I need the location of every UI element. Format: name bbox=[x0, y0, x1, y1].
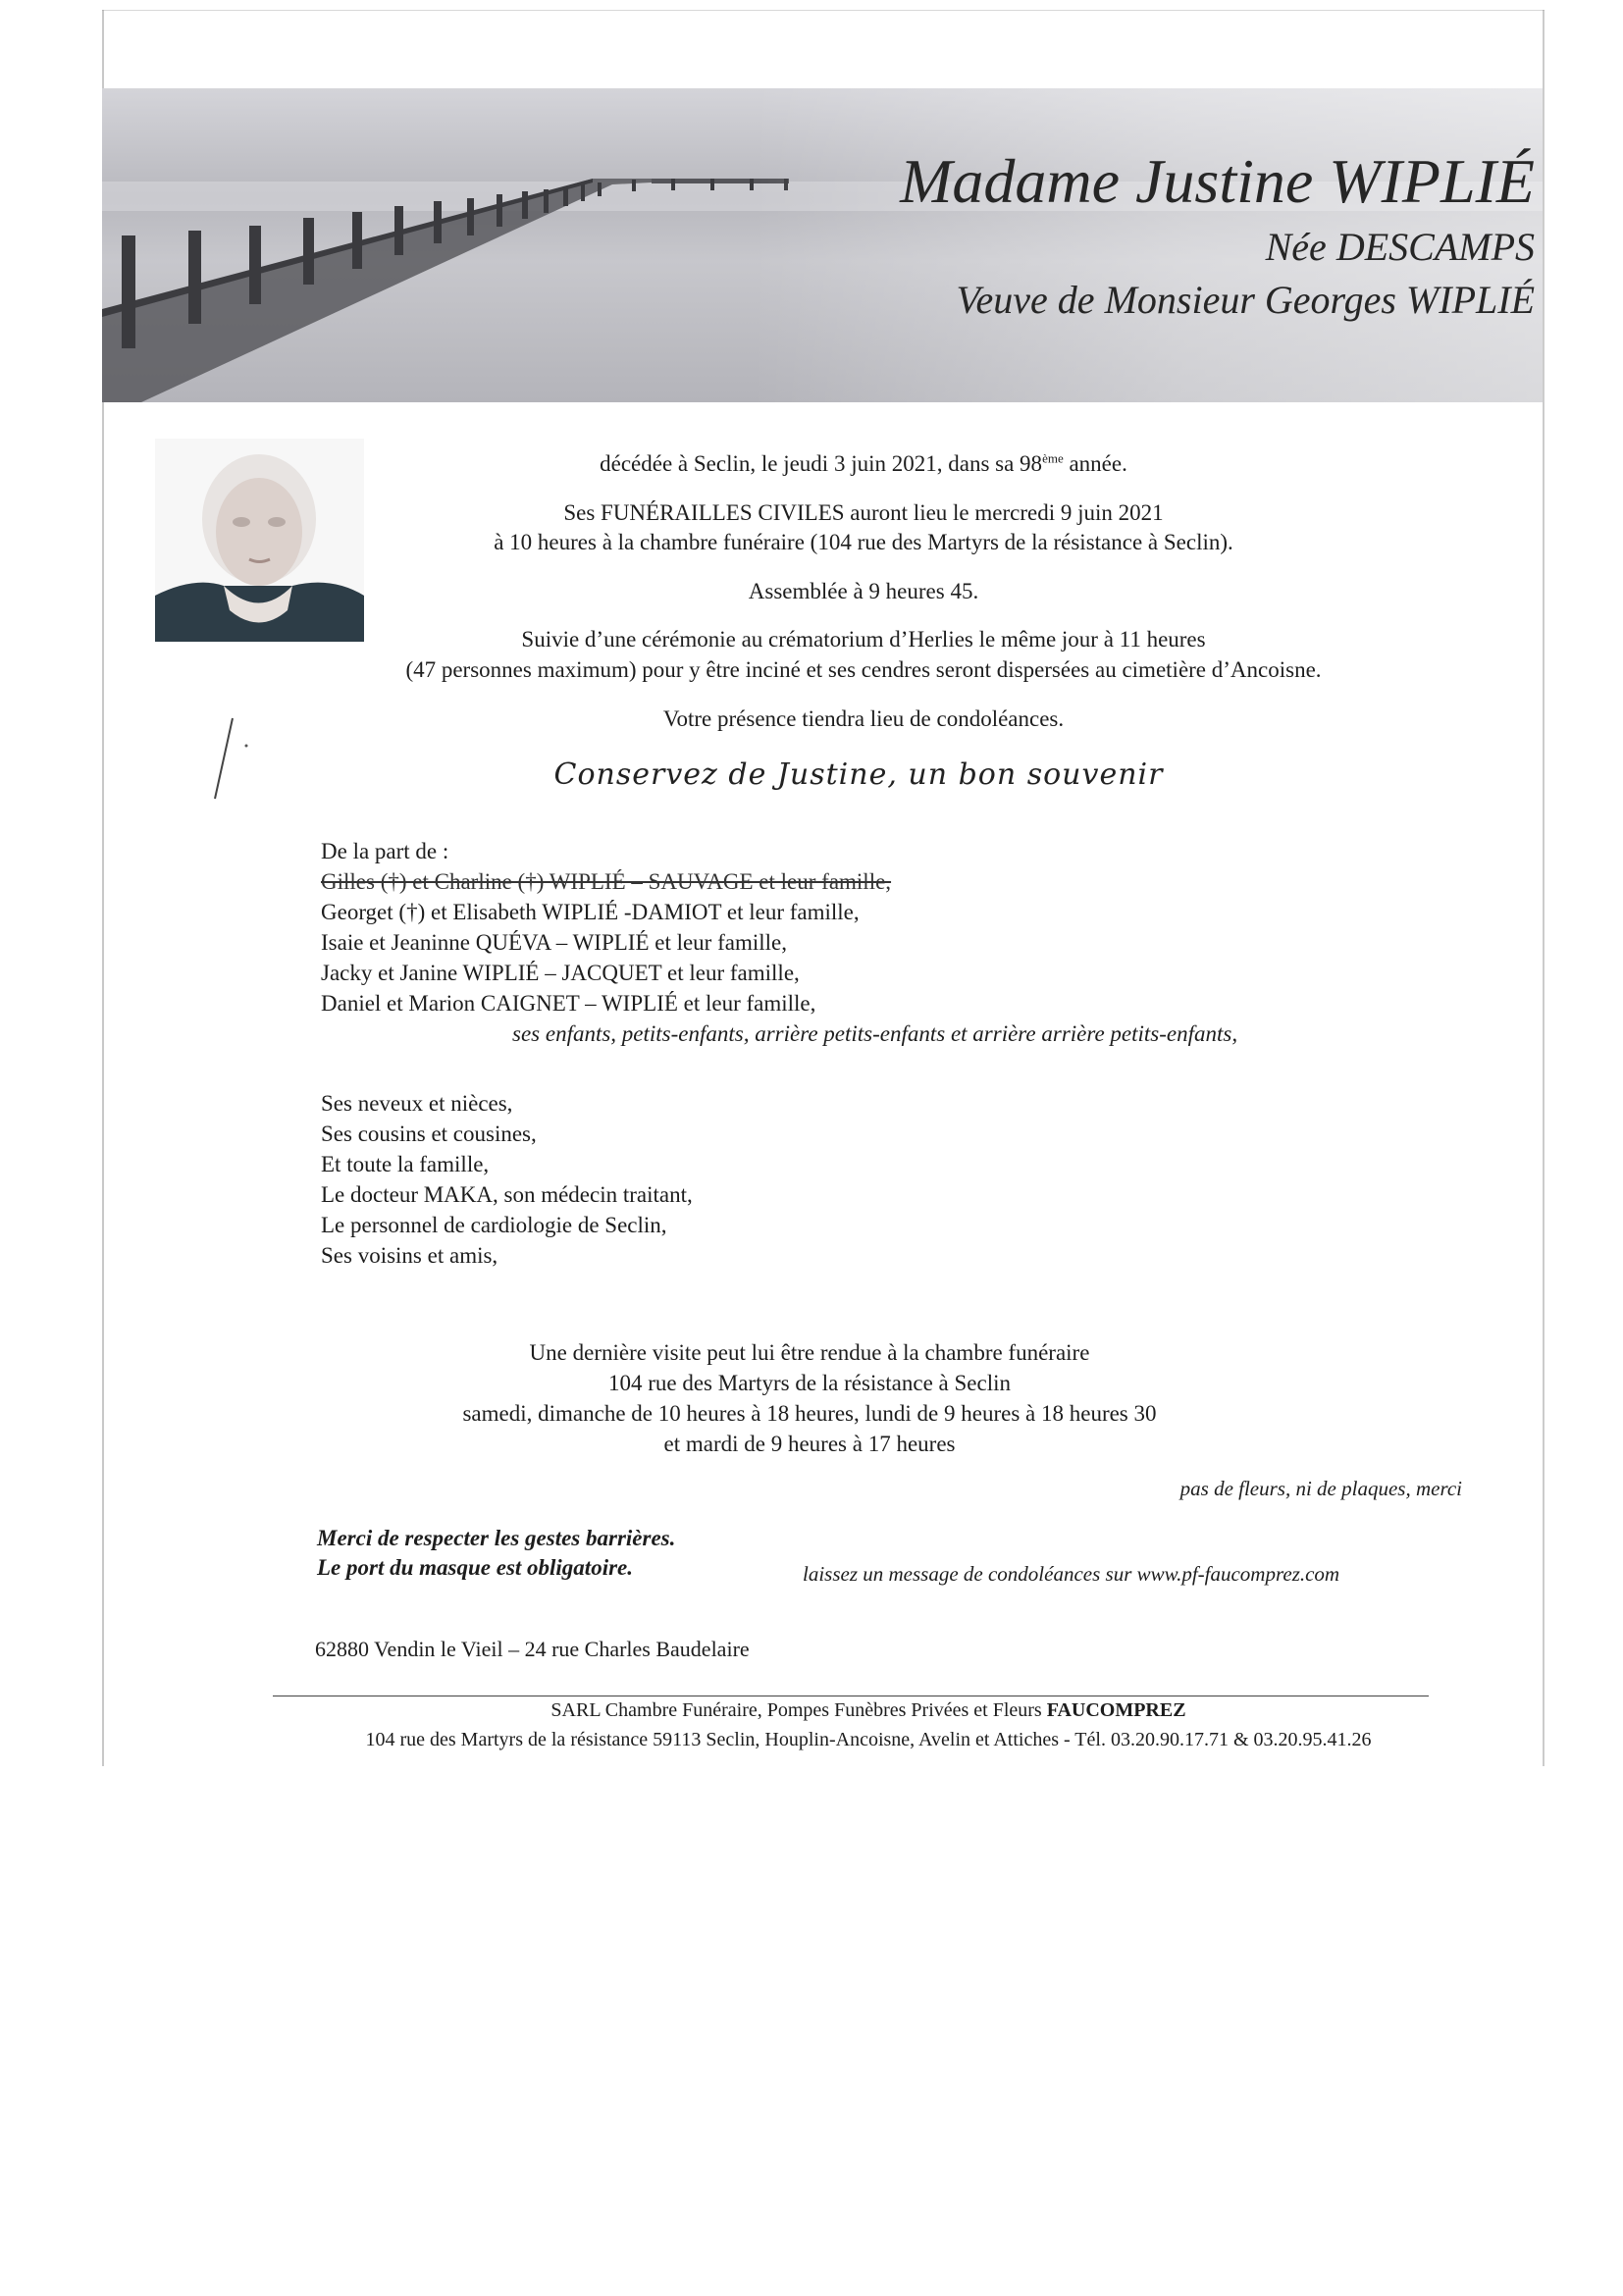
family-intro: De la part de : bbox=[321, 839, 449, 863]
barrier-gestures-note bbox=[317, 1524, 675, 1583]
pen-mark bbox=[211, 716, 250, 805]
children-note: ses enfants, petits-enfants, arrière petits-enfants et arrière arrière petits-enfants, bbox=[512, 1021, 1238, 1046]
death-line-pre: décédée à Seclin, le jeudi 3 juin 2021, dans sa 98 bbox=[600, 451, 1043, 476]
no-flowers-note: pas de fleurs, ni de plaques, merci bbox=[1179, 1477, 1462, 1500]
footer bbox=[196, 1696, 1541, 1754]
visit-line-2: 104 rue des Martyrs de la résistance à Seclin bbox=[607, 1371, 1012, 1395]
assembly-line: Assemblée à 9 heures 45. bbox=[748, 579, 979, 603]
condolences-line: Votre présence tiendra lieu de condoléances. bbox=[662, 706, 1065, 731]
other-relative: Ses neveux et nièces, bbox=[321, 1091, 513, 1116]
barriers-line-1: Merci de respecter les gestes barrières. bbox=[317, 1526, 676, 1550]
funeral-line-2: à 10 heures à la chambre funéraire (104 rue des Martyrs de la résistance à Seclin). bbox=[494, 530, 1233, 554]
visit-block bbox=[294, 1337, 1325, 1459]
other-relative: Ses cousins et cousines, bbox=[321, 1122, 537, 1146]
other-relative: Le docteur MAKA, son médecin traitant, bbox=[321, 1182, 693, 1207]
maiden-name: Née DESCAMPS bbox=[1265, 225, 1535, 269]
death-line bbox=[236, 449, 1492, 479]
company-contact: 104 rue des Martyrs de la résistance 59113 Seclin, Houplin-Ancoisne, Avelin et Attiches - Tél. 03.20.90.17.71 & 03.20.95.41.26 bbox=[365, 1729, 1372, 1750]
family-member: Daniel et Marion CAIGNET – WIPLIÉ et leur famille, bbox=[321, 991, 816, 1016]
widow-of: Veuve de Monsieur Georges WIPLIÉ bbox=[956, 278, 1535, 322]
title-block bbox=[900, 147, 1535, 324]
family-member: Georget (†) et Elisabeth WIPLIÉ -DAMIOT et leur famille, bbox=[321, 900, 860, 924]
visit-line-3: samedi, dimanche de 10 heures à 18 heures, lundi de 9 heures à 18 heures 30 bbox=[462, 1401, 1157, 1426]
memory-line: Conservez de Justine, un bon souvenir bbox=[553, 757, 1164, 792]
funeral-line-1: Ses FUNÉRAILLES CIVILES auront lieu le mercredi 9 juin 2021 bbox=[563, 500, 1164, 525]
visit-line-1: Une dernière visite peut lui être rendue à la chambre funéraire bbox=[529, 1340, 1090, 1365]
scan-top-edge bbox=[102, 10, 1544, 11]
family-member: Jacky et Janine WIPLIÉ – JACQUET et leur famille, bbox=[321, 961, 800, 985]
other-relative: Et toute la famille, bbox=[321, 1152, 490, 1176]
company-line bbox=[196, 1696, 1541, 1725]
family-address: 62880 Vendin le Vieil – 24 rue Charles Baudelaire bbox=[315, 1637, 750, 1661]
condolence-website: laissez un message de condoléances sur www.pf-faucomprez.com bbox=[803, 1562, 1340, 1586]
death-line-post: année. bbox=[1063, 451, 1127, 476]
visit-line-4: et mardi de 9 heures à 17 heures bbox=[663, 1432, 956, 1456]
family-member: Gilles (†) et Charline (†) WIPLIÉ – SAUVAGE et leur famille, bbox=[321, 869, 892, 894]
ceremony-line-2: (47 personnes maximum) pour y être inciné et ses cendres seront dispersées au cimetière d’Ancoisne. bbox=[405, 657, 1322, 682]
company-name: SARL Chambre Funéraire, Pompes Funèbres Privées et Fleurs bbox=[550, 1699, 1047, 1721]
family-member: Isaie et Jeaninne QUÉVA – WIPLIÉ et leur famille, bbox=[321, 930, 787, 955]
ceremony-line-1: Suivie d’une cérémonie au crématorium d’Herlies le même jour à 11 heures bbox=[521, 627, 1206, 652]
company-brand: FAUCOMPREZ bbox=[1046, 1699, 1186, 1721]
death-line-sup: ème bbox=[1042, 450, 1064, 466]
scan-right-edge bbox=[1543, 10, 1544, 1766]
deceased-name: Madame Justine WIPLIÉ bbox=[900, 146, 1535, 216]
other-relative: Ses voisins et amis, bbox=[321, 1243, 498, 1268]
barriers-line-2: Le port du masque est obligatoire. bbox=[317, 1555, 633, 1580]
other-relative: Le personnel de cardiologie de Seclin, bbox=[321, 1213, 667, 1237]
family-block bbox=[321, 836, 1237, 1271]
